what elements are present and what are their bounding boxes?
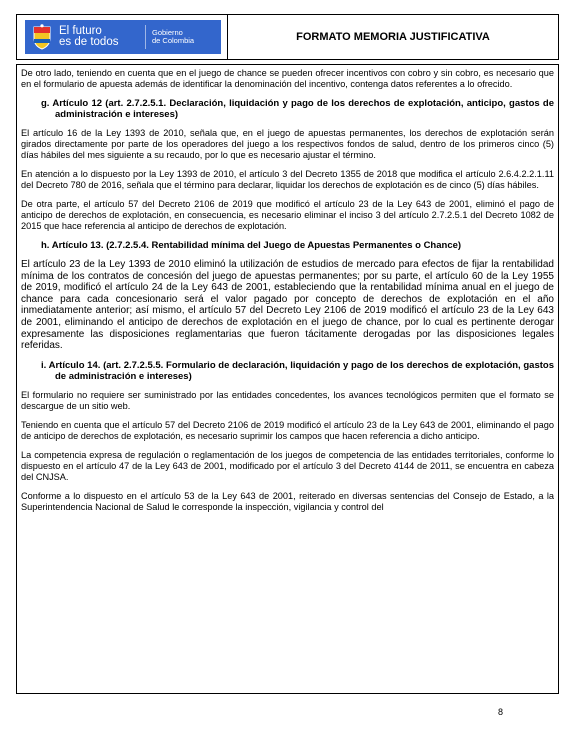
document-body: [16, 64, 559, 694]
paragraph-rentabilidad: El artículo 23 de la Ley 1393 de 2010 eliminó la utilización de estudios de mercado para efectos de fijar la rentabilidad mínima de los contratos de concesión del juego de apuestas permanentes; por su parte, el artículo 60 de la Ley 1955 de 2019, modificó el artículo 24 de la Ley 643 de 2001, estableciendo que la rentabilidad mínima anual en el juego de chance para cada concesionario será el valor pagado por concepto de derechos de explotación en el año inmediatamente anterior; así mismo, el artículo 57 del Decreto Ley 2106 de 2019 modificó el artículo 23 de la Ley 643 de 2001, eliminando el anticipo de derechos de explotación en el juego de chance, por lo cual es pertinente derogar expresamente las disposiciones reglamentarias que fueron tácitamente derogadas por las disposiciones legales referidas.: [21, 259, 554, 352]
logo-slogan: [59, 26, 139, 48]
logo-gov-line-2: de Colombia: [152, 36, 195, 45]
paragraph-competencia: La competencia expresa de regulación o reglamentación de los juegos de competencia de las entidades territoriales, conforme lo dispuesto en el artículo 47 de la Ley 643 de 2001, modificado por el artículo 3 del Decreto 4144 de 2011, se encuentra en cabeza del CNJSA.: [21, 449, 554, 482]
logo-line-1: El futuro: [59, 25, 102, 37]
logo-divider: [145, 25, 146, 49]
heading-articulo-12: g. Artículo 12 (art. 2.7.2.5.1. Declaración, liquidación y pago de los derechos de explotación, anticipo, gastos de administración e intereses): [41, 98, 554, 120]
coat-of-arms-icon: [31, 24, 53, 50]
paragraph-decreto-1355: En atención a lo dispuesto por la Ley 1393 de 2010, el artículo 3 del Decreto 1355 de 2018 que modifica el artículo 2.6.4.2.2.1.11 del Decreto 780 de 2016, señala que el término para declarar, liquidar los derechos de explotación es de cinco (5) días hábiles.: [21, 169, 554, 190]
page-number: 8: [498, 707, 504, 717]
logo-cell: [17, 15, 228, 59]
government-logo: [25, 20, 221, 54]
paragraph-ley-1393: El artículo 16 de la Ley 1393 de 2010, señala que, en el juego de apuestas permanentes, los derechos de explotación serán girados directamente por parte de los operadores del juego a los respectivos fondos de salud, dentro de los primeros cinco (5) días hábiles del mes siguiente a su recaudo, por lo que es necesario ajustar el término.: [21, 128, 554, 160]
paragraph-decreto-2106: De otra parte, el artículo 57 del Decreto 2106 de 2019 que modificó el artículo 23 de la Ley 643 de 2001, eliminó el pago de anticipo de derechos de explotación, en consecuencia, es necesario eliminar el inciso 3 del artículo 2.7.2.5.1 del Decreto 1082 de 2015 que hace referencia al anticipo de derechos de explotación.: [21, 199, 554, 231]
paragraph-incentivos: De otro lado, teniendo en cuenta que en el juego de chance se pueden ofrecer incentivos con cobro y sin cobro, es necesario que en el formulario de apuesta además de identificar la denominación del incentivo, contenga datos referentes a lo ofrecido.: [21, 68, 554, 89]
logo-government: [152, 29, 194, 45]
document-title: FORMATO MEMORIA JUSTIFICATIVA: [296, 31, 490, 43]
heading-articulo-13: h. Artículo 13. (2.7.2.5.4. Rentabilidad mínima del Juego de Apuestas Permanentes o Chance): [41, 240, 462, 251]
paragraph-formulario: El formulario no requiere ser suministrado por las entidades concedentes, los avances tecnológicos permiten que el formato se descargue de un sitio web.: [21, 389, 554, 411]
paragraph-anticipo: Teniendo en cuenta que el artículo 57 del Decreto 2106 de 2019 modificó el artículo 23 de la Ley 643 de 2001, eliminando el pago de anticipo de derechos de explotación, es necesario suprimir los campos que hacen referencia a dicho anticipo.: [21, 419, 554, 441]
logo-gov-line-1: Gobierno: [152, 28, 183, 37]
logo-line-2: es de todos: [59, 36, 119, 48]
paragraph-supersalud: Conforme a lo dispuesto en el artículo 53 de la Ley 643 de 2001, reiterado en diversas sentencias del Consejo de Estado, a la Superintendencia Nacional de Salud le corresponde la inspección, vigilancia y control del: [21, 490, 554, 512]
heading-articulo-14: i. Artículo 14. (art. 2.7.2.5.5. Formulario de declaración, liquidación y pago de los derechos de explotación, gastos de administración e intereses): [41, 359, 554, 382]
document-header: [16, 14, 559, 60]
